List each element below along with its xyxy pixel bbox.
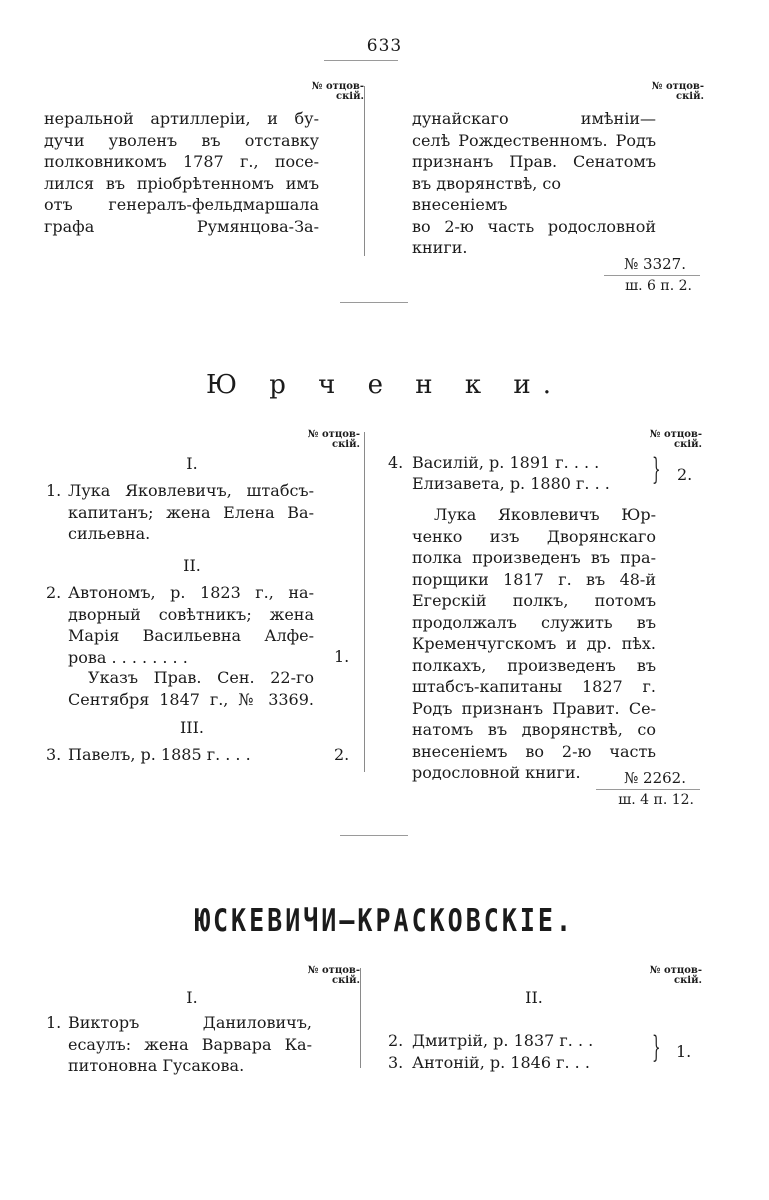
section1-entry1-text: Лука Яковлевичъ, штабсъ- капитанъ; жена Елена Ва- сильевна. <box>68 481 314 543</box>
section1-roman-1: I. <box>186 454 198 473</box>
section1-entry3-parent: 2. <box>334 745 350 764</box>
section2-entry2-number: 2. <box>388 1031 404 1050</box>
section1-entry2-number: 2. <box>46 583 62 602</box>
section1-roman-2: II. <box>183 556 201 575</box>
section2-parent: 1. <box>676 1042 692 1061</box>
top-doc-number: № 3327. <box>624 255 686 273</box>
section1-roman-3: III. <box>179 718 205 737</box>
section1-column-header-left: № отцов- скій. <box>307 429 360 450</box>
section2-entry1-number: 1. <box>46 1013 62 1032</box>
section2-column-header-right: № отцов- скій. <box>649 965 702 986</box>
section1-column-divider <box>364 432 365 772</box>
section2-entry3-number: 3. <box>388 1053 404 1072</box>
section2-brace: } <box>652 1030 661 1065</box>
section2-entry2-text: Дмитрій, р. 1837 г. . . <box>412 1031 594 1050</box>
column-header-right: № отцов- скій. <box>651 81 704 102</box>
section2-column-divider <box>360 968 361 1068</box>
section1-entry4-line1: Василій, р. 1891 г. . . . <box>412 453 600 472</box>
section1-entry2-text: Автономъ, р. 1823 г., на- дворный совѣтникъ; жена Марія Васильевна Алфе- рова . . . . . . . . <box>68 583 314 667</box>
section-separator-1 <box>340 302 408 303</box>
section1-ukaz: Указъ Прав. Сен. 22-го Сентября 1847 г., № 3369. <box>68 668 314 709</box>
top-doc-ref: ш. 6 п. 2. <box>625 278 692 294</box>
section1-entry4-number: 4. <box>388 453 404 472</box>
section2-roman-1: I. <box>186 988 198 1007</box>
top-left-text: неральной артиллеріи, и бу- дучи уволенъ въ отставку полковникомъ 1787 г., посе- лился въ пріобрѣтенномъ имъ отъ генералъ-фельдмаршала графа Румянцова-За- <box>44 109 319 236</box>
section2-column-header-left: № отцов- скій. <box>307 965 360 986</box>
page-number-rule <box>324 60 398 61</box>
section2-entry3-text: Антоній, р. 1846 г. . . <box>412 1053 590 1072</box>
section1-doc-ref: ш. 4 п. 12. <box>618 792 694 808</box>
section1-doc-number: № 2262. <box>624 769 686 787</box>
section1-entry4-parent: 2. <box>677 465 693 484</box>
column-header-left: № отцов- скій. <box>311 81 364 102</box>
column-divider <box>364 86 365 256</box>
section1-title: Ю р ч е н к и. <box>205 370 563 400</box>
section2-entry1-text: Викторъ Даниловичъ, есаулъ: жена Варвара Ка- питоновна Гусакова. <box>68 1013 312 1075</box>
section1-note: Лука Яковлевичъ Юр- ченко изъ Дворянскаго полка произведенъ въ пра- порщики 1817 г. въ 48-й Егерскій полкъ, потомъ продолжалъ служить въ Кременчугскомъ и др. пѣх. полкахъ, произведенъ въ штабсъ-капитаны 1827 г. Родъ признанъ Правит. Се- натомъ въ дворянствѣ, со внесеніемъ во 2-ю часть родословной книги. <box>412 505 656 782</box>
section1-entry2-parent: 1. <box>334 647 350 666</box>
section1-entry3-text: Павелъ, р. 1885 г. . . . <box>68 745 251 764</box>
section1-entry3-number: 3. <box>46 745 62 764</box>
section2-roman-2: II. <box>525 988 543 1007</box>
section1-column-header-right: № отцов- скій. <box>649 429 702 450</box>
section1-entry4-line2: Елизавета, р. 1880 г. . . <box>412 474 610 493</box>
section1-entry1-number: 1. <box>46 481 62 500</box>
section1-entry4-brace: } <box>652 452 661 487</box>
section-separator-2 <box>340 835 408 836</box>
page-number: 633 <box>366 36 403 56</box>
top-right-text: дунайскаго имѣніи— селѣ Рождественномъ. Родъ признанъ Прав. Сенатомъ въ дворянствѣ, со внесеніемъ во 2-ю часть родословной книги. <box>412 109 656 257</box>
section2-title: ЮСКЕВИЧИ—КРАСКОВСКІЕ. <box>194 902 575 939</box>
